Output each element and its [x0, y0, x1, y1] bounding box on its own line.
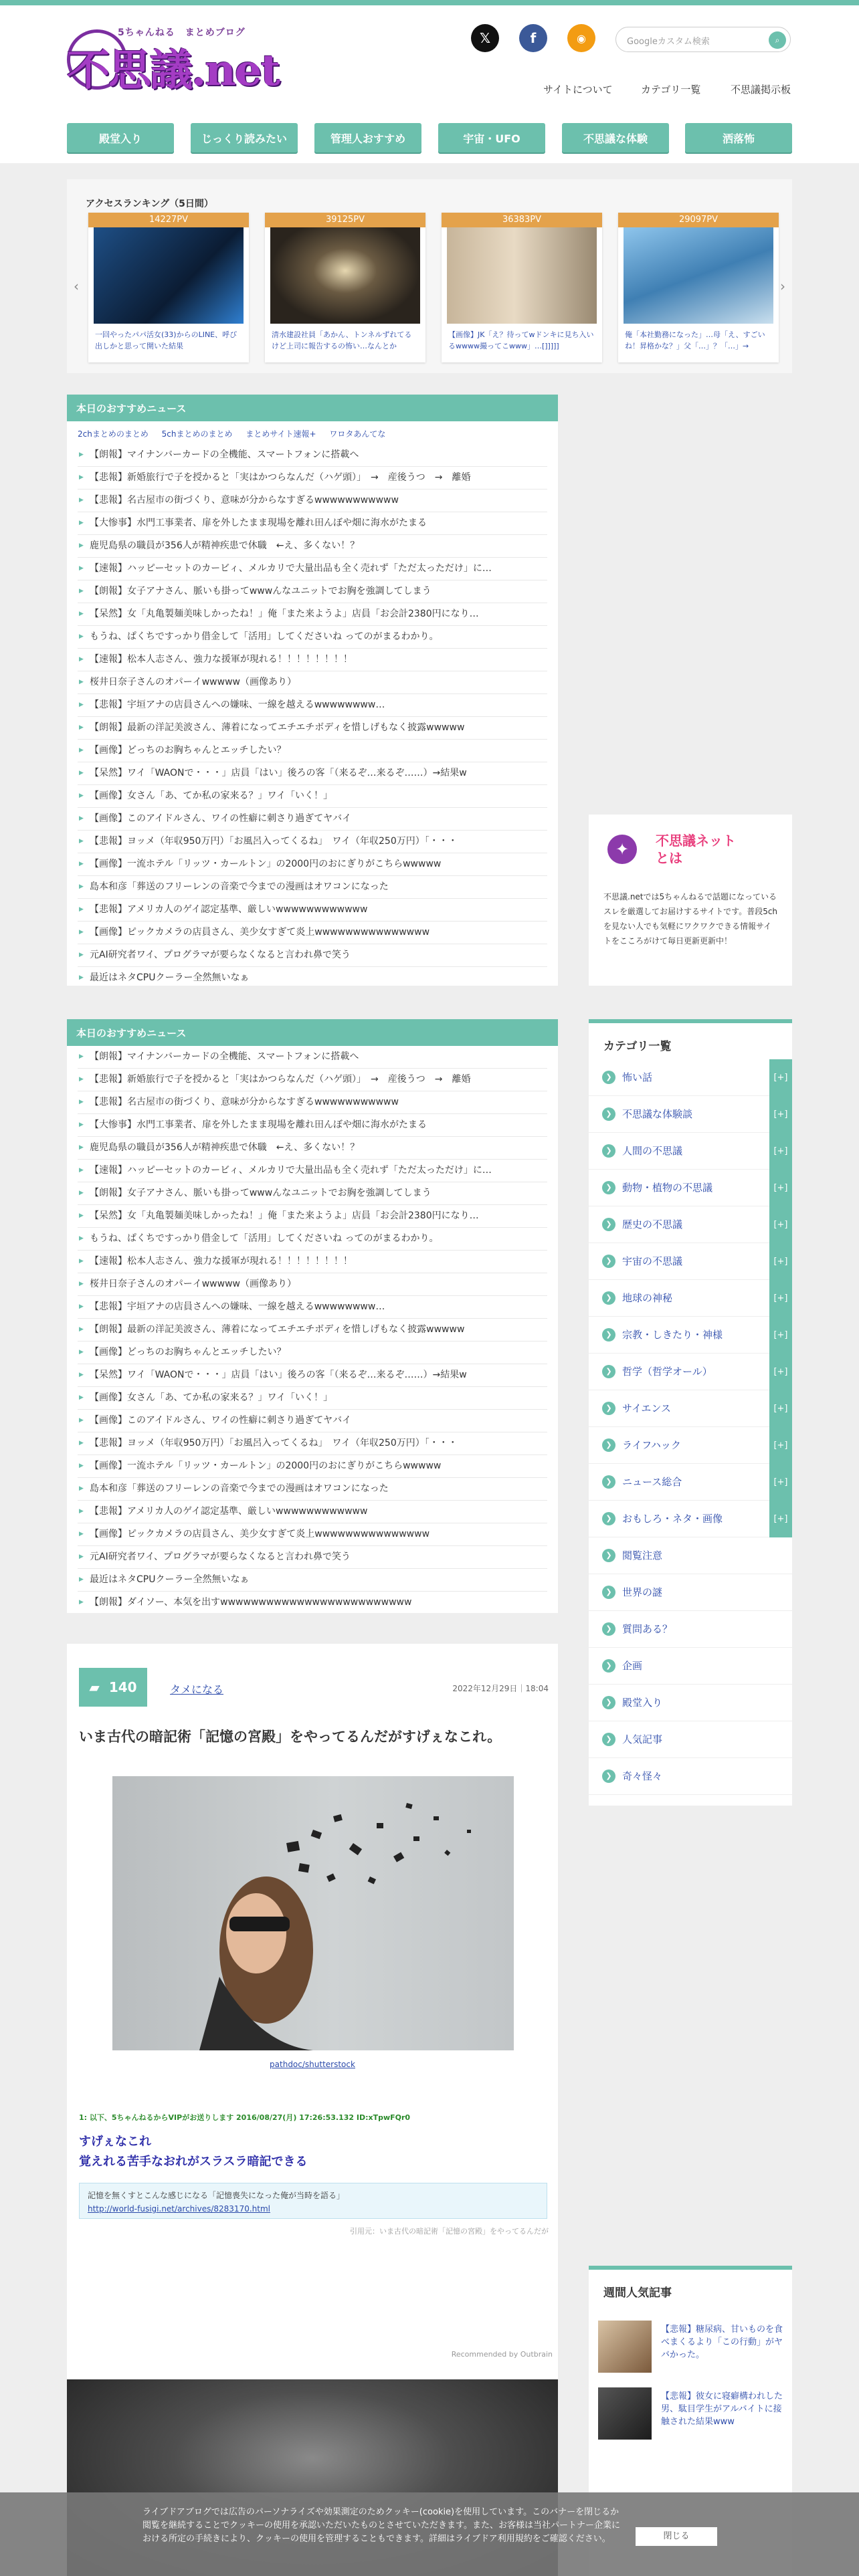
- news-link[interactable]: まとめサイト速報+: [246, 429, 316, 439]
- news-item[interactable]: ▶ 最近はネタCPUクーラー全然無いなぁ: [78, 1569, 547, 1592]
- quote-title: 記憶を無くすとこんな感じになる「記憶喪失になった俺が当時を語る」: [88, 2191, 345, 2200]
- facebook-icon[interactable]: f: [519, 24, 547, 52]
- nav-hall-of-fame[interactable]: 殿堂入り: [67, 123, 174, 152]
- category-label: 動物・植物の不思議: [622, 1182, 713, 1194]
- expand-icon[interactable]: [+]: [769, 1206, 792, 1243]
- news-panel-title: 本日のおすすめニュース: [67, 1019, 558, 1046]
- news-item[interactable]: ▶ 【速報】ハッピーセットのカービィ、メルカリで大量出品も全く売れず「ただ太っただけ」に…: [78, 1160, 547, 1182]
- category-label: 宗教・しきたり・神様: [622, 1329, 723, 1341]
- news-item[interactable]: ▶ 【朗報】最新の洋記美波さん、薄着になってエチエチボディを惜しげもなく披露wwwww: [78, 1319, 547, 1341]
- expand-icon[interactable]: [+]: [769, 1096, 792, 1133]
- category-label: 地球の神秘: [622, 1292, 673, 1304]
- category-item[interactable]: [589, 1133, 792, 1170]
- news-item[interactable]: ▶ 【画像】女さん「あ、てか私の家来る？」ワイ「いく！」: [78, 1387, 547, 1410]
- expand-icon[interactable]: [+]: [769, 1501, 792, 1537]
- news-item[interactable]: ▶ 【画像】どっちのお胸ちゃんとエッチしたい？: [78, 740, 547, 762]
- news-item[interactable]: ▶ 【悲報】ヨッメ（年収950万円）「お風呂入ってくるね」 ワイ（年収250万円）「・・・: [78, 1432, 547, 1455]
- news-item[interactable]: ▶ 【呆然】ワイ「WAONで・・・」店員「はい」後ろの客「（来るぞ…来るぞ……）→結果w: [78, 1364, 547, 1387]
- ranking-card[interactable]: [442, 213, 602, 362]
- nav-read-slowly[interactable]: じっくり読みたい: [191, 123, 298, 152]
- news-link[interactable]: 5chまとめのまとめ: [161, 429, 233, 439]
- nav-admin-picks[interactable]: 管理人おすすめ: [314, 123, 421, 152]
- news-item[interactable]: ▶ 元AI研究者ワイ、プログラマが要らなくなると言われ鼻で笑う: [78, 1546, 547, 1569]
- category-item[interactable]: [589, 1096, 792, 1133]
- news-list: [67, 1046, 558, 1613]
- news-item[interactable]: ▶ 桜井日奈子さんのオパーイwwwww（画像あり）: [78, 1273, 547, 1296]
- category-item[interactable]: [589, 1354, 792, 1390]
- header-link-categories[interactable]: カテゴリ一覧: [641, 84, 701, 96]
- category-label: 殿堂入り: [622, 1697, 663, 1709]
- comment-count-badge[interactable]: [79, 1668, 147, 1707]
- category-item[interactable]: [589, 1427, 792, 1464]
- news-item[interactable]: ▶ 【画像】ピックカメラの店員さん、美少女すぎて炎上wwwwwwwwwwwwwww: [78, 922, 547, 944]
- search-placeholder: Googleカスタム検索: [627, 37, 710, 47]
- main-nav: [67, 123, 792, 152]
- news-item[interactable]: ▶ 【悲報】アメリカ人のゲイ認定基準、厳しいwwwwwwwwwwww: [78, 899, 547, 922]
- category-item[interactable]: [589, 1758, 792, 1795]
- category-label: 奇々怪々: [622, 1770, 663, 1782]
- expand-icon[interactable]: [+]: [769, 1390, 792, 1427]
- news-item[interactable]: ▶ 桜井日奈子さんのオパーイwwwww（画像あり）: [78, 671, 547, 694]
- news-item[interactable]: ▶ 【朗報】マイナンバーカードの全機能、スマートフォンに搭載へ: [78, 1046, 547, 1069]
- news-item[interactable]: ▶ 【画像】一流ホテル「リッツ・カールトン」の2000円のおにぎりがこちらwwwww: [78, 1455, 547, 1478]
- category-item[interactable]: [589, 1243, 792, 1280]
- category-label: 歴史の不思議: [622, 1218, 683, 1230]
- rss-icon[interactable]: ◉: [567, 24, 595, 52]
- news-item[interactable]: ▶ 【悲報】宇垣アナの店員さんへの嫌味、一線を越えるwwwwwwww…: [78, 1296, 547, 1319]
- cookie-text: ライブドアブログでは広告のパーソナライズや効果測定のためクッキー(cookie)を使用しています。このバナーを閉じるか閲覧を継続することでクッキーの使用を承認いただいたものとさせていただきます。また、お客様は当社パートナー企業における所定の手続きにより、クッキーの使用を管理することもできます。詳細はライブドア利用規約をご確認ください。: [142, 2507, 620, 2544]
- memory-illustration: [112, 1776, 514, 2050]
- popular-item[interactable]: [598, 2321, 785, 2374]
- article: [67, 1644, 558, 2576]
- news-item[interactable]: ▶ 【速報】ハッピーセットのカービィ、メルカリで大量出品も全く売れず「ただ太っただけ」に…: [78, 558, 547, 580]
- category-label: 人間の不思議: [622, 1145, 683, 1157]
- ranking-pv: 36383PV: [442, 213, 602, 227]
- news-item[interactable]: ▶ 【画像】このアイドルさん、ワイの性癖に刺さり過ぎてヤバイ: [78, 1410, 547, 1432]
- expand-icon[interactable]: [+]: [769, 1170, 792, 1206]
- nav-mysterious-experience[interactable]: 不思議な体験: [562, 123, 669, 152]
- nav-space-ufo[interactable]: 宇宙・UFO: [438, 123, 545, 152]
- popular-item-title: 【悲報】糖尿病、甘いものを食べまくるより「この行動」がヤバかった。: [661, 2325, 783, 2360]
- about-text: 不思議.netでは5ちゃんねるで話題になっているスレを厳選してお届けするサイトです。普段5chを見ない人でも気軽にワクワクできる情報サイトをこころがけて毎日更新更新中！: [603, 892, 778, 946]
- category-item[interactable]: [589, 1501, 792, 1537]
- article-image: [112, 1776, 514, 2050]
- news-item[interactable]: ▶ 【速報】松本人志さん、強力な援軍が現れる！！！！！！！！: [78, 1251, 547, 1273]
- news-item[interactable]: ▶ 【朗報】マイナンバーカードの全機能、スマートフォンに搭載へ: [78, 444, 547, 467]
- outbrain-label[interactable]: Recommended by Outbrain: [451, 2350, 553, 2359]
- news-item[interactable]: ▶ 【画像】ピックカメラの店員さん、美少女すぎて炎上wwwwwwwwwwwwwww: [78, 1523, 547, 1546]
- category-list: [589, 1059, 792, 1795]
- news-list: [67, 444, 558, 986]
- search-icon[interactable]: ⌕: [769, 31, 786, 49]
- news-link[interactable]: ワロタあんてな: [329, 429, 386, 439]
- news-item[interactable]: ▶ 【呆然】女「丸亀製麺美味しかったね！」俺「また来ようよ」店員「お会計2380円になり…: [78, 1205, 547, 1228]
- post-body: すげぇなこれ 覚えれる苦手なおれがスラスラ暗記できる: [79, 2135, 308, 2169]
- header-link-board[interactable]: 不思議掲示板: [731, 84, 791, 96]
- news-item[interactable]: ▶ もうね、ぱくちですっかり借金して「活用」してくださいね ってのがまるわかり。: [78, 1228, 547, 1251]
- popular-thumbnail: [598, 2387, 652, 2440]
- ranking-card[interactable]: [88, 213, 249, 362]
- news-item[interactable]: ▶ 【朗報】女子アナさん、脈いも掛ってwwwんなユニットでお胸を強調してしまう: [78, 1182, 547, 1205]
- chevron-right-icon[interactable]: ›: [780, 278, 785, 294]
- category-item[interactable]: [589, 1648, 792, 1685]
- category-label: 質問ある？: [622, 1623, 673, 1635]
- search-input[interactable]: [615, 27, 791, 52]
- category-label: ライフハック: [622, 1439, 681, 1451]
- post-meta: [79, 2112, 410, 2123]
- x-twitter-icon[interactable]: 𝕏: [471, 24, 499, 52]
- news-item[interactable]: ▶ 【朗報】ダイソー、本気を出すwwwwwwwwwwwwwwwwwwwwwwwww: [78, 1592, 547, 1613]
- category-item[interactable]: [589, 1206, 792, 1243]
- comment-count: 140: [108, 1679, 137, 1695]
- popular-title: 週間人気記事: [589, 2266, 792, 2306]
- article-category[interactable]: タメになる: [170, 1683, 224, 1696]
- news-item[interactable]: ▶ 【画像】どっちのお胸ちゃんとエッチしたい？: [78, 1341, 547, 1364]
- category-label: 世界の謎: [622, 1586, 663, 1598]
- ranking-pv: 14227PV: [88, 213, 249, 227]
- ranking-pv: 29097PV: [618, 213, 779, 227]
- category-item[interactable]: [589, 1280, 792, 1317]
- news-item[interactable]: ▶ 【朗報】女子アナさん、脈いも掛ってwwwんなユニットでお胸を強調してしまう: [78, 580, 547, 603]
- news-item[interactable]: ▶ もうね、ぱくちですっかり借金して「活用」してくださいね ってのがまるわかり。: [78, 626, 547, 649]
- news-item[interactable]: ▶ 【大惨事】水門工事業者、扉を外したまま現場を離れ田んぼや畑に海水がたまる: [78, 1114, 547, 1137]
- news-item[interactable]: ▶ 島本和彦「葬送のフリーレンの音楽で今までの漫画はオワコンになった: [78, 1478, 547, 1501]
- popular-item[interactable]: [598, 2387, 785, 2441]
- category-label: 閲覧注意: [622, 1549, 663, 1562]
- category-title: カテゴリ一覧: [589, 1019, 792, 1059]
- category-item[interactable]: [589, 1611, 792, 1648]
- source-citation[interactable]: 引用元：いま古代の暗記術「記憶の宮殿」をやってるんだが: [350, 2227, 549, 2236]
- news-item[interactable]: ▶ 【速報】松本人志さん、強力な援軍が現れる！！！！！！！！: [78, 649, 547, 671]
- ranking-caption: 俺「本社勤務になった」…母「え、すごいね！昇格かな？」父「…」？「…」→: [625, 330, 765, 350]
- ranking-title: アクセスランキング（5日間）: [86, 199, 213, 209]
- news-item[interactable]: ▶ 【画像】このアイドルさん、ワイの性癖に刺さり過ぎてヤバイ: [78, 808, 547, 831]
- expand-icon[interactable]: [+]: [769, 1243, 792, 1280]
- site-emblem-icon: ✦: [607, 835, 637, 864]
- news-item[interactable]: ▶ 【大惨事】水門工事業者、扉を外したまま現場を離れ田んぼや畑に海水がたまる: [78, 512, 547, 535]
- category-item[interactable]: [589, 1390, 792, 1427]
- ranking-thumbnail: [624, 227, 773, 324]
- news-item[interactable]: ▶ 元AI研究者ワイ、プログラマが要らなくなると言われ鼻で笑う: [78, 944, 547, 967]
- category-item[interactable]: [589, 1059, 792, 1096]
- chevron-left-icon[interactable]: ‹: [74, 278, 79, 294]
- about-box: [589, 815, 792, 986]
- news-item[interactable]: ▶ 【悲報】名古屋市の街づくり、意味が分からなすぎるwwwwwwwwwww: [78, 1091, 547, 1114]
- news-panel-2: [67, 1019, 558, 1613]
- category-label: サイエンス: [622, 1402, 671, 1414]
- category-item[interactable]: [589, 1574, 792, 1611]
- quote-link[interactable]: http://world-fusigi.net/archives/8283170.html: [88, 2204, 270, 2214]
- site-header: [0, 5, 859, 163]
- category-item[interactable]: [589, 1170, 792, 1206]
- news-item[interactable]: ▶ 【悲報】宇垣アナの店員さんへの嫌味、一線を越えるwwwwwwww…: [78, 694, 547, 717]
- category-label: 人気記事: [622, 1733, 663, 1745]
- site-logo[interactable]: [67, 23, 294, 96]
- cookie-banner: [0, 2492, 859, 2576]
- ranking-thumbnail: [94, 227, 244, 324]
- news-item[interactable]: ▶ 【呆然】女「丸亀製麺美味しかったね！」俺「また来ようよ」店員「お会計2380円になり…: [78, 603, 547, 626]
- access-ranking: [67, 179, 792, 373]
- ranking-card[interactable]: [618, 213, 779, 362]
- news-item[interactable]: ▶ 【悲報】アメリカ人のゲイ認定基準、厳しいwwwwwwwwwwww: [78, 1501, 547, 1523]
- header-link-about[interactable]: サイトについて: [543, 84, 613, 96]
- related-quote: [79, 2183, 547, 2219]
- news-item[interactable]: ▶ 【悲報】新婚旅行で子を授かると「実はかつらなんだ（ハゲ頭）」 → 産後うつ → 離婚: [78, 1069, 547, 1091]
- expand-icon[interactable]: [+]: [769, 1059, 792, 1096]
- expand-icon[interactable]: [+]: [769, 1464, 792, 1501]
- ranking-caption: 一回やったパパ活女(33)からのLINE、呼び出しかと思って開いた結果: [95, 330, 237, 350]
- news-link[interactable]: 2chまとめのまとめ: [78, 429, 149, 439]
- news-panel-links: [67, 421, 558, 444]
- category-label: おもしろ・ネタ・画像: [622, 1513, 723, 1525]
- comment-icon: ▰: [89, 1679, 100, 1695]
- news-panel-title: 本日のおすすめニュース: [67, 395, 558, 421]
- news-item[interactable]: ▶ 鹿児島県の職員が356人が精神疾患で休職 ←え、多くない！？: [78, 535, 547, 558]
- news-item[interactable]: ▶ 【呆然】ワイ「WAONで・・・」店員「はい」後ろの客「（来るぞ…来るぞ……）→結果w: [78, 762, 547, 785]
- nav-sharekowa[interactable]: 洒落怖: [685, 123, 792, 152]
- category-item[interactable]: [589, 1317, 792, 1354]
- category-label: ニュース総合: [622, 1476, 682, 1488]
- category-label: 宇宙の不思議: [622, 1255, 683, 1267]
- popular-thumbnail: [598, 2321, 652, 2373]
- category-item[interactable]: [589, 1685, 792, 1721]
- expand-icon[interactable]: [+]: [769, 1354, 792, 1390]
- news-item[interactable]: ▶ 【画像】一流ホテル「リッツ・カールトン」の2000円のおにぎりがこちらwwwww: [78, 853, 547, 876]
- top-accent-bar: [0, 0, 859, 5]
- expand-icon[interactable]: [+]: [769, 1317, 792, 1354]
- ranking-thumbnail: [270, 227, 420, 324]
- expand-icon[interactable]: [+]: [769, 1133, 792, 1170]
- ranking-pv: 39125PV: [265, 213, 425, 227]
- news-item[interactable]: ▶ 鹿児島県の職員が356人が精神疾患で休職 ←え、多くない！？: [78, 1137, 547, 1160]
- category-item[interactable]: [589, 1537, 792, 1574]
- about-title: 不思議ネット とは: [656, 833, 736, 866]
- ranking-caption: 清水建設社員「あかん、トンネルずれてるけど上司に報告するの怖い…なんとか: [272, 330, 412, 350]
- article-title[interactable]: いま古代の暗記術「記憶の宮殿」をやってるんだがすげぇなこれ。: [79, 1729, 502, 1745]
- category-label: 不思議な体験談: [622, 1108, 693, 1120]
- post-meta-text: 1: 以下、5ちゃんねるからVIPがお送りします 2016/08/27(月) 17:26:53.132 ID:xTpwFQr0: [79, 2113, 411, 2122]
- image-credit[interactable]: pathdoc/shutterstock: [270, 2060, 355, 2069]
- category-item[interactable]: [589, 1721, 792, 1758]
- news-item[interactable]: ▶ 【画像】女さん「あ、てか私の家来る？」ワイ「いく！」: [78, 785, 547, 808]
- ranking-caption: 【画像】JK「え？待ってwドンキに見ち入いるwwww撮ってこwww」…[]]]]]: [448, 330, 594, 350]
- cookie-close-button[interactable]: 閉じる: [636, 2527, 717, 2546]
- news-item[interactable]: ▶ 【悲報】新婚旅行で子を授かると「実はかつらなんだ（ハゲ頭）」 → 産後うつ → 離婚: [78, 467, 547, 490]
- expand-icon[interactable]: [+]: [769, 1280, 792, 1317]
- category-item[interactable]: [589, 1464, 792, 1501]
- category-label: 哲学（哲学オール）: [622, 1366, 712, 1378]
- news-item[interactable]: ▶ 【朗報】最新の洋記美波さん、薄着になってエチエチボディを惜しげもなく披露wwwww: [78, 717, 547, 740]
- ranking-thumbnail: [447, 227, 597, 324]
- news-item[interactable]: ▶ 島本和彦「葬送のフリーレンの音楽で今までの漫画はオワコンになった: [78, 876, 547, 899]
- category-label: 怖い話: [622, 1071, 653, 1083]
- ranking-card[interactable]: [265, 213, 425, 362]
- article-date: 2022年12月29日｜18:04: [452, 1684, 549, 1693]
- category-label: 企画: [622, 1660, 643, 1672]
- category-box: [589, 1019, 792, 1806]
- news-item[interactable]: ▶ 最近はネタCPUクーラー全然無いなぁ: [78, 967, 547, 986]
- news-item[interactable]: ▶ 【悲報】名古屋市の街づくり、意味が分からなすぎるwwwwwwwwwww: [78, 490, 547, 512]
- expand-icon[interactable]: [+]: [769, 1427, 792, 1464]
- popular-item-title: 【悲報】彼女に寝癖構われした男、駄目学生がアルバイトに接触された結果www: [661, 2391, 783, 2427]
- logo-text: 不思議.net: [67, 45, 280, 96]
- logo-tagline: 5ちゃんねる まとめブログ: [118, 27, 246, 38]
- news-item[interactable]: ▶ 【悲報】ヨッメ（年収950万円）「お風呂入ってくるね」 ワイ（年収250万円）「・・・: [78, 831, 547, 853]
- news-panel-1: [67, 395, 558, 986]
